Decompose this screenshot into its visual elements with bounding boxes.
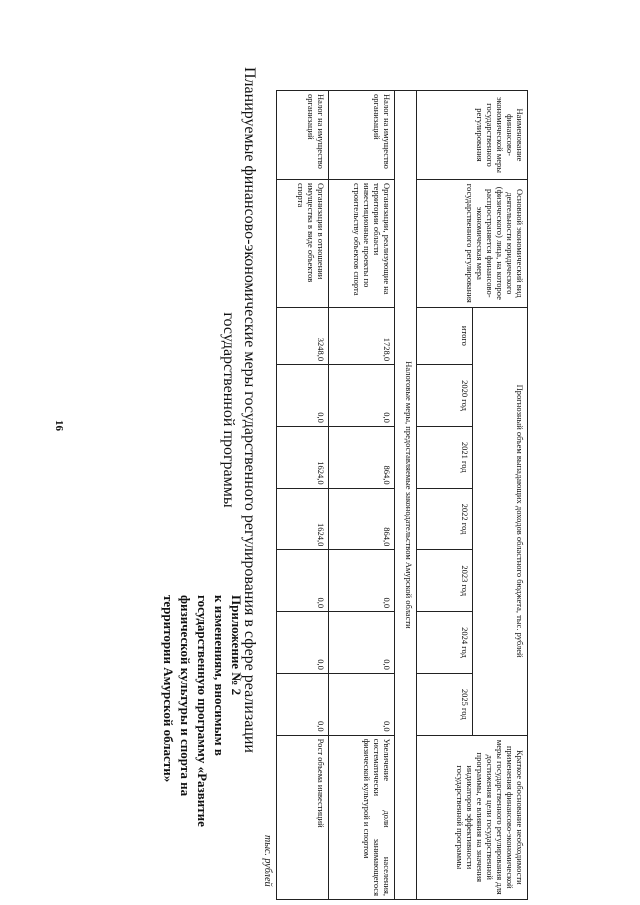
header-year: 2025 год: [417, 673, 472, 735]
cell-year-value: 0,0: [277, 550, 329, 612]
header-year: 2022 год: [417, 488, 472, 550]
cell-rationale: Увеличение доли населения, систематически занимающегося физической культурой и спортом: [328, 735, 394, 899]
table-row: [328, 91, 394, 900]
header-rationale: Краткое обоснование необходимости применения финансово-экономической меры государственного регулирования для достижения цели государственной программы, ее влияния на значения индикаторов эффективности государственной программы: [417, 735, 528, 899]
appendix-line: к изменениям, вносимым в: [212, 595, 227, 756]
cell-year-value: 864,0: [328, 488, 394, 550]
cell-activity: Организации в отношении имущества в виде объектов спорта: [277, 179, 329, 307]
cell-year-value: 1624,0: [277, 488, 329, 550]
cell-year-value: 1624,0: [277, 426, 329, 488]
section-heading: Налоговые меры, предоставляемые законодательством Амурской области: [395, 91, 417, 900]
cell-measure-name: Налог на имущество организаций: [277, 91, 329, 180]
header-year: 2021 год: [417, 426, 472, 488]
cell-year-value: 0,0: [277, 612, 329, 674]
table-row: [277, 91, 329, 900]
cell-year-value: 0,0: [328, 673, 394, 735]
cell-total: 3248,0: [277, 307, 329, 365]
cell-year-value: 0,0: [277, 673, 329, 735]
appendix-line: территории Амурской области»: [161, 595, 176, 783]
measures-table: [276, 90, 528, 900]
appendix-line: физической культуры и спорта на: [178, 595, 193, 797]
header-year: 2020 год: [417, 365, 472, 427]
header-total: итого: [417, 307, 472, 365]
page-number: 16: [53, 420, 65, 431]
table-header-row: [472, 91, 527, 900]
header-activity: Основной экономический вид деятельности юридического (физического) лица, на которое распространяется финансово-экономическая мера государственного регулирования: [417, 179, 528, 307]
cell-activity: Организации, реализующие на территории области инвестиционные проекты по строительству объектов спорта: [328, 179, 394, 307]
units-label: тыс. рублей: [262, 835, 273, 887]
cell-measure-name: Налог на имущество организаций: [328, 91, 394, 180]
document-title: Планируемые финансово-экономические меры государственного регулирования в сфере реализации государственной программы: [220, 67, 258, 753]
header-forecast: Прогнозный объем выпадающих доходов областного бюджета, тыс. рублей: [472, 307, 527, 735]
cell-year-value: 0,0: [277, 365, 329, 427]
cell-year-value: 864,0: [328, 426, 394, 488]
cell-total: 1728,0: [328, 307, 394, 365]
cell-rationale: Рост объема инвестиций: [277, 735, 329, 899]
appendix-line: государственную программу «Развитие: [195, 595, 210, 827]
section-row: [395, 91, 417, 900]
cell-year-value: 0,0: [328, 550, 394, 612]
cell-year-value: 0,0: [328, 612, 394, 674]
header-year: 2023 год: [417, 550, 472, 612]
appendix-title: Приложение № 2: [229, 595, 244, 696]
cell-year-value: 0,0: [328, 365, 394, 427]
header-measure-name: Наименование финансово-экономической меры государственного регулирования: [417, 91, 528, 180]
header-year: 2024 год: [417, 612, 472, 674]
